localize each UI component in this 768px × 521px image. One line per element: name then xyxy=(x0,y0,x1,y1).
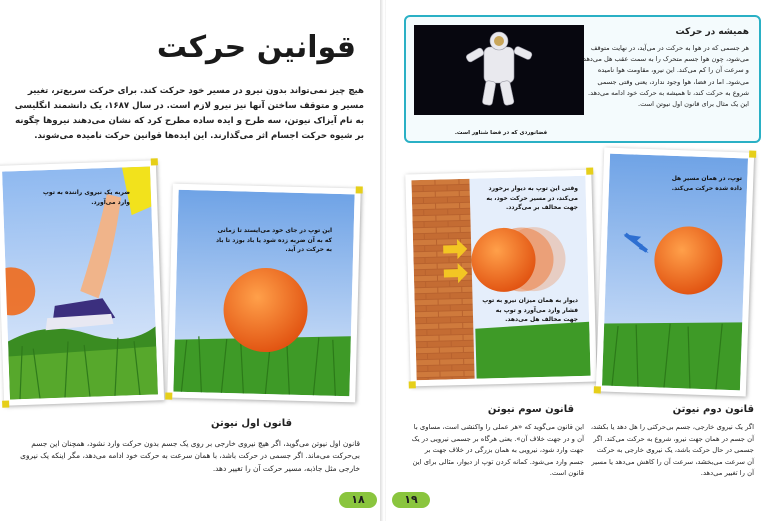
page-title: قوانین حرکت xyxy=(156,30,356,65)
third-law-title: قانون سوم نیوتن xyxy=(487,404,574,415)
wall-caption-bottom: دیوار به همان میزان نیرو به توپ فشار وارد می‌آورد و توپ به جهت مخالف هل می‌دهد. xyxy=(482,297,578,323)
ball-illustration xyxy=(173,190,354,397)
right-page xyxy=(386,0,768,521)
second-law-title: قانون دوم نیوتن xyxy=(672,404,754,415)
kick-caption: ضربه یک نیروی راننده به توپ وارد می‌آورد. xyxy=(42,189,130,206)
page-number-left: ۱۸ xyxy=(339,492,377,508)
wall-caption-top: وقتی این توپ به دیوار برخورد می‌کند، در مسیر حرکت خود، به جهت مخالف بر می‌گردد. xyxy=(486,185,578,211)
info-box xyxy=(404,15,761,143)
intro-paragraph: هیچ چیز نمی‌تواند بدون نیرو در مسیر خود حرکت کند. برای حرکت سریع‌تر، تغییر مسیر و متوقف ساختن آنها نیز نیرو لازم است. در سال ۱۶۸۷، یک دانشمند انگلیسی به نام آیزاک نیوتن، سه طرح و ایده ساده مطرح کرد که نشان می‌دهند نیروها چگونه بر شیوه حرکت اجسام اثر می‌گذارند. این ایده‌ها قوانین حرکت نامیده می‌شوند. xyxy=(14,86,364,141)
first-law-title: قانون اول نیوتن xyxy=(210,418,292,429)
left-page xyxy=(0,0,382,521)
ball-photo xyxy=(167,184,361,403)
page-number-right: ۱۹ xyxy=(392,492,430,508)
third-law-body: این قانون می‌گوید که «هر عملی را واکنشی است، مساوی با آن و در جهت خلاف آن». یعنی هرگاه بر جسمی نیرویی در یک جهت وارد شود، نیرویی به همان بزرگی در خلاف جهت بر جسم وارد می‌شود. کمانه کردن توپ از دیوار، مثالی برای این قانون است. xyxy=(411,423,584,478)
box-body: هر جسمی که در هوا به حرکت در می‌آید، در نهایت متوقف می‌شود، چون هوا جسم متحرک را به سمت عقب هل می‌دهد و سرعت آن را کم می‌کند. این نیرو، مقاومت هوا نامیده می‌شود. اما در فضا، هوا وجود ندارد، یعنی وقتی جسمی شروع به حرکت کند، تا همیشه به حرکت خود ادامه می‌دهد. این یک مثال برای قانون اول نیوتن است. xyxy=(582,44,749,109)
first-law-body: قانون اول نیوتن می‌گوید، اگر هیچ نیروی خارجی بر روی یک جسم بدون حرکت وارد نشود، همچنان این جسم بی‌حرکت می‌ماند. اگر جسمی در حرکت باشد، با همان سرعت به حرکت خود ادامه می‌دهد، مگر اینکه یک نیروی خارجی مثل جاذبه، مسیر حرکت آن را تغییر دهد. xyxy=(20,439,360,473)
push-caption: توپ، در همان مسیر هل داده شده حرکت می‌کند. xyxy=(671,175,742,192)
astronaut-illustration xyxy=(414,25,584,115)
box-title: همیشه در حرکت xyxy=(675,27,749,37)
astronaut-caption: فضانوردی که در فضا شناور است. xyxy=(454,130,548,136)
astronaut-photo xyxy=(414,25,584,115)
ball-caption: این توپ در جای خود می‌ایستد تا زمانی که به آن ضربه زده شود یا باد بوزد تا باد به حرکت در آید. xyxy=(215,227,332,253)
second-law-body: اگر یک نیروی خارجی، جسم بی‌حرکتی را هل دهد یا بکشد، آن جسم در همان جهت نیرو، شروع به حرکت می‌کند. اگر جسمی در حال حرکت باشد، یک نیروی خارجی به حرکت آن سرعت می‌بخشد، سرعت آن را کاهش می‌دهد یا مسیر آن را تغییر می‌دهد. xyxy=(590,423,754,478)
